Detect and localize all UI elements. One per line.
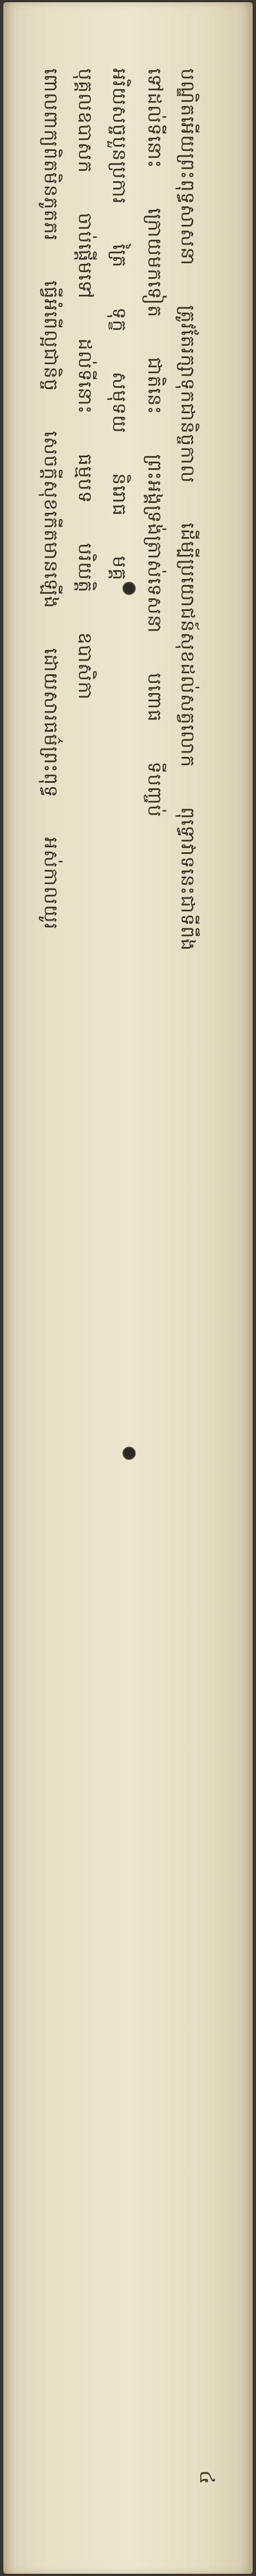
line-segment: ត្រូវតែរក្សាទុកជានិច្ចកាល bbox=[177, 305, 199, 484]
manuscript-line-2 bbox=[139, 68, 167, 851]
line-segment: ទៅដល់ទីនោះ bbox=[143, 68, 166, 169]
palm-leaf-page bbox=[3, 2, 253, 2574]
leaf-edge-right bbox=[241, 2, 253, 2574]
line-segment: បុគ្គលឧបាសក bbox=[74, 68, 96, 174]
line-segment: ពោលពាក្យពិតមិនភូតភរ bbox=[40, 68, 62, 241]
line-segment: ធ្វើអំពើល្អជានិច្ច bbox=[40, 280, 62, 392]
line-segment: បណ្ឌិតអើយព្រះពុទ្ធសាសនា bbox=[177, 68, 199, 266]
line-segment: បពោធ bbox=[143, 673, 166, 722]
manuscript-line-5 bbox=[35, 68, 63, 963]
line-segment: ក្រោយមកទៀត bbox=[143, 208, 166, 318]
line-segment: ទុក្ខ bbox=[108, 307, 130, 333]
line-segment: ចាប់ផ្ដើមទៅ bbox=[74, 213, 96, 299]
line-segment: អស់កាលយូរ bbox=[40, 837, 62, 930]
line-segment: ឧបាសិកា bbox=[74, 632, 96, 700]
line-segment: ដោយសារធម៌ព្រះពុទ្ធ bbox=[40, 648, 62, 798]
manuscript-line-1 bbox=[172, 68, 200, 984]
line-segment: ដល់ទីនោះ bbox=[74, 338, 96, 414]
line-segment: ព្រះអង្គទ្រង់ត្រាស់ទេសនា bbox=[143, 454, 166, 634]
line-segment: បរិយត្តិ bbox=[74, 543, 96, 593]
line-segment: មគ្គ bbox=[108, 555, 130, 581]
line-segment: សេចក្ដីសុខកើតមានឡើង bbox=[40, 431, 62, 609]
line-segment: សមុទយ bbox=[108, 371, 130, 434]
line-segment: អរិយសច្ចបួនប្រការ bbox=[108, 68, 130, 204]
manuscript-line-4 bbox=[70, 68, 97, 733]
folio-number: ៤ bbox=[195, 2470, 218, 2485]
line-segment: ធម្មបទ bbox=[74, 453, 96, 504]
line-segment: ជាតិនេះ bbox=[143, 357, 166, 415]
line-segment: ដើម្បីប្រយោជន៍សុខដល់សត្វលោក bbox=[177, 522, 199, 768]
manuscript-line-3 bbox=[104, 68, 131, 614]
line-segment: ទីបញ្ចប់ bbox=[143, 761, 166, 818]
line-segment: និរោធ bbox=[108, 473, 130, 517]
string-hole-bottom bbox=[122, 1447, 136, 1460]
line-segment: ត្រៃ bbox=[108, 243, 130, 268]
line-segment: ពុទ្ធោវាទនេះជាទីពឹង bbox=[177, 807, 199, 951]
leaf-edge-left bbox=[3, 2, 15, 2574]
